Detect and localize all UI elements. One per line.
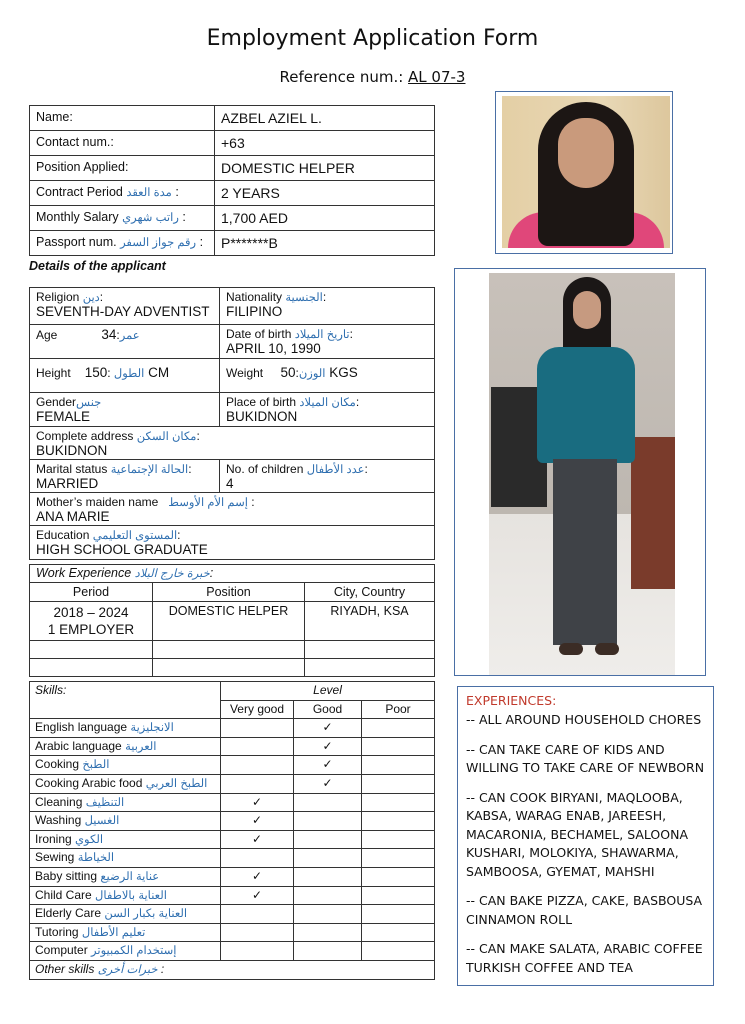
work-empty-cell [305,659,435,677]
experiences-box [457,686,714,986]
header-row [30,106,435,131]
skill-name: Cooking Arabic food الطبخ العربي [30,774,221,793]
gender-value: FEMALE [36,409,91,424]
check-icon: ✓ [322,757,333,772]
skill-level-cell [362,923,435,942]
skill-row [30,830,435,849]
skill-level-cell [362,719,435,738]
experience-item: -- CAN COOK BIRYANI, MAQLOOBA, KABSA, WARAG ENAB, JAREESH, MACARONIA, BECHAMEL, SALOONA KUSHARI, MOLOKIYA, SHAWARMA, SAMBOOSA, GYEMAT, MAHSHI [466,789,689,879]
skill-row [30,905,435,924]
skill-level-cell [294,830,362,849]
nationality-value: FILIPINO [226,304,283,319]
skill-level-cell [362,737,435,756]
skill-name: Child Care العناية بالاطفال [30,886,221,905]
dob-cell: Date of birth تاريخ الميلاد: APRIL 10, 1990 [220,325,435,359]
skill-row [30,756,435,775]
skill-level-cell [294,886,362,905]
skill-name: English language الانجليزية [30,719,221,738]
skill-level-cell [294,942,362,961]
header-label: Position Applied: [30,156,215,181]
reference-number [0,68,745,86]
experience-item: -- CAN BAKE PIZZA, CAKE, BASBOUSA CINNAMON ROLL [466,893,703,927]
work-city: RIYADH, KSA [305,602,435,641]
details-heading: Details of the applicant [29,259,166,273]
header-label: Monthly Salary راتب شهري : [30,206,215,231]
experience-item: -- CAN TAKE CARE OF KIDS AND WILLING TO TAKE CARE OF NEWBORN [466,741,705,775]
work-empty-cell [153,641,305,659]
skill-level-cell [221,942,294,961]
work-row [30,602,435,641]
page-title: Employment Application Form [206,26,539,51]
work-experience-table [29,564,435,677]
check-icon: ✓ [322,738,333,753]
skill-row [30,886,435,905]
skill-row [30,737,435,756]
work-column-header: Period [30,583,153,602]
reference-label: Reference num.: [279,68,409,86]
skill-level-cell [294,774,362,793]
header-value: 2 YEARS [215,181,435,206]
skill-row [30,793,435,812]
level-column-header: Poor [362,700,435,719]
header-label: Contact num.: [30,131,215,156]
skill-level-cell [362,867,435,886]
mother-value: ANA MARIE [36,509,110,524]
height-cell: Height الطول :150 CM [30,359,220,393]
age-value: 34 [101,327,117,342]
skill-level-cell [362,774,435,793]
work-empty-cell [30,659,153,677]
mother-cell: Mother’s maiden name إسم الأم الأوسط : ANA MARIE [30,493,435,526]
header-row [30,231,435,256]
header-value: P*******B [215,231,435,256]
header-value: AZBEL AZIEL L. [215,106,435,131]
header-value: +63 [215,131,435,156]
skill-level-cell [294,756,362,775]
pob-value: BUKIDNON [226,409,298,424]
skill-level-cell [221,830,294,849]
age-cell: Age عمر:34 [30,325,220,359]
header-value: DOMESTIC HELPER [215,156,435,181]
check-icon: ✓ [322,720,333,735]
skill-level-cell [221,923,294,942]
experience-item: -- ALL AROUND HOUSEHOLD CHORES [466,712,702,727]
header-row [30,206,435,231]
religion-cell: Religion دين: SEVENTH-DAY ADVENTIST [30,288,220,325]
check-icon: ✓ [251,813,263,828]
work-position: DOMESTIC HELPER [153,602,305,641]
skill-level-cell [294,905,362,924]
work-experience-heading: Work Experience خبرة خارج البلاد: [30,565,435,583]
skill-level-cell [362,756,435,775]
skill-row [30,719,435,738]
skill-name: Computer إستخدام الكمبيوتر [30,942,221,961]
header-row [30,156,435,181]
height-value: 150 CM [84,365,170,380]
skill-level-cell [362,793,435,812]
skills-heading: Skills: [30,682,221,719]
skill-level-cell [294,719,362,738]
experience-item: -- CAN MAKE SALATA, ARABIC COFFEE TURKISH COFFEE AND TEA [466,941,703,975]
skill-level-cell [221,849,294,868]
skill-level-cell [221,812,294,831]
skill-row [30,774,435,793]
skill-name: Baby sitting عناية الرضيع [30,867,221,886]
skill-name: Cleaning التنظيف [30,793,221,812]
skill-row [30,867,435,886]
experiences-heading: EXPERIENCES: [466,693,557,708]
skill-name: Arabic language العربية [30,737,221,756]
skill-level-cell [221,886,294,905]
work-empty-cell [30,641,153,659]
skill-row [30,942,435,961]
skill-name: Cooking الطبخ [30,756,221,775]
skill-level-cell [362,905,435,924]
address-cell: Complete address مكان السكن: BUKIDNON [30,427,435,460]
skill-level-cell [362,830,435,849]
skill-row [30,849,435,868]
skill-level-cell [221,737,294,756]
level-column-header: Good [294,700,362,719]
work-period: 2018 – 2024 1 EMPLOYER [30,602,153,641]
skill-name: Tutoring تعليم الأطفال [30,923,221,942]
check-icon: ✓ [251,794,263,809]
details-table [29,287,435,560]
skill-name: Elderly Care العناية بكبار السن [30,905,221,924]
dob-value: APRIL 10, 1990 [226,341,321,356]
header-row [30,181,435,206]
header-row [30,131,435,156]
work-empty-cell [153,659,305,677]
marital-cell: Marital status الحالة الإجتماعية: MARRIED [30,460,220,493]
education-cell: Education المستوى التعليمي: HIGH SCHOOL GRADUATE [30,526,435,560]
education-value: HIGH SCHOOL GRADUATE [36,542,208,557]
weight-cell: Weight الوزن:50 KGS [220,359,435,393]
weight-value: 50 KGS [280,365,358,380]
pob-cell: Place of birth مكان الميلاد: BUKIDNON [220,393,435,427]
header-value: 1,700 AED [215,206,435,231]
skill-level-cell [294,737,362,756]
nationality-cell: Nationality الجنسية: FILIPINO [220,288,435,325]
skills-table [29,681,435,980]
portrait-photo [495,91,673,254]
religion-value: SEVENTH-DAY ADVENTIST [36,304,210,319]
reference-value: AL 07-3 [408,68,466,86]
skill-level-cell [362,849,435,868]
work-empty-cell [305,641,435,659]
full-body-photo [454,268,706,676]
applicant-header-table [29,105,435,256]
skill-level-cell [221,793,294,812]
skill-row [30,812,435,831]
check-icon: ✓ [251,887,263,902]
skill-level-cell [294,867,362,886]
work-column-header: Position [153,583,305,602]
skill-name: Washing الغسيل [30,812,221,831]
skill-level-cell [362,812,435,831]
skill-level-cell [221,756,294,775]
check-icon: ✓ [251,868,263,883]
skill-row [30,923,435,942]
skill-level-cell [294,923,362,942]
skill-name: Ironing الكوي [30,830,221,849]
skill-name: Sewing الخياطة [30,849,221,868]
header-label: Name: [30,106,215,131]
skill-level-cell [362,942,435,961]
other-skills-row: Other skills خبرات أخرى : [30,960,435,979]
level-heading: Level [221,682,435,701]
header-label: Contract Period مدة العقد : [30,181,215,206]
check-icon: ✓ [251,831,263,846]
check-icon: ✓ [322,775,333,790]
skill-level-cell [221,774,294,793]
work-column-header: City, Country [305,583,435,602]
skill-level-cell [221,719,294,738]
skill-level-cell [294,793,362,812]
gender-cell: Genderجنس FEMALE [30,393,220,427]
children-value: 4 [226,476,234,491]
skill-level-cell [221,867,294,886]
skill-level-cell [221,905,294,924]
header-label: Passport num. رقم جواز السفر : [30,231,215,256]
address-value: BUKIDNON [36,443,108,458]
children-cell: No. of children عدد الأطفال: 4 [220,460,435,493]
marital-value: MARRIED [36,476,99,491]
skill-level-cell [294,812,362,831]
skill-level-cell [362,886,435,905]
skill-level-cell [294,849,362,868]
level-column-header: Very good [221,700,294,719]
